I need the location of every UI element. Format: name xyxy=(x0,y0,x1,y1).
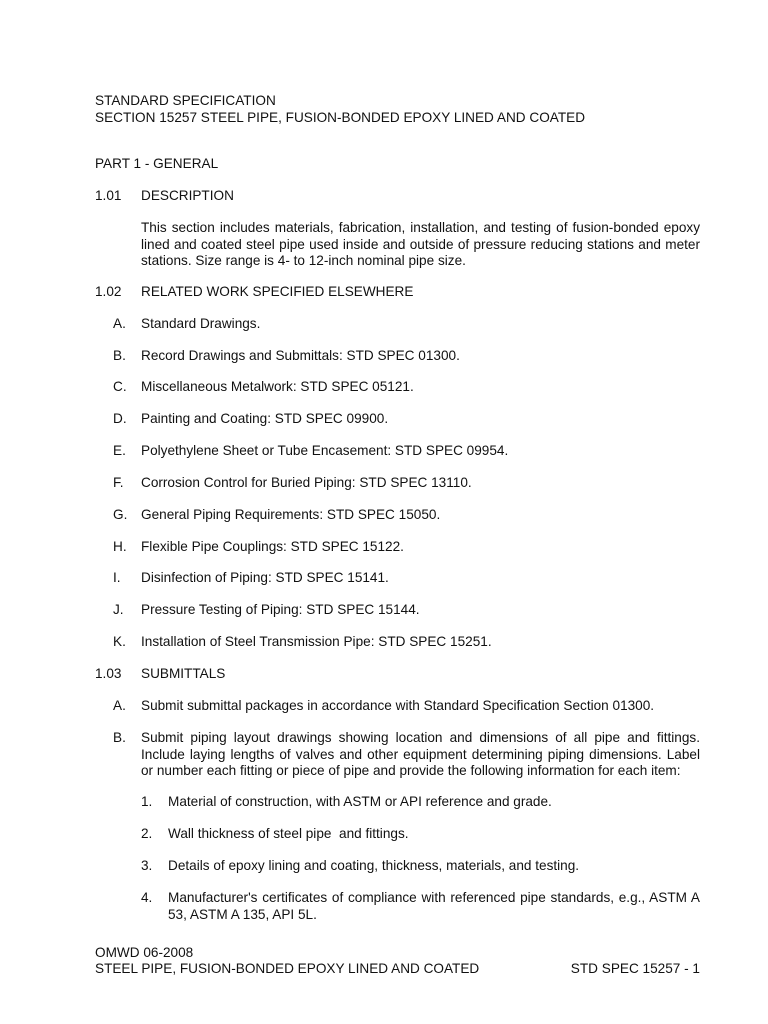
footer-title: STEEL PIPE, FUSION-BONDED EPOXY LINED AND COATED xyxy=(95,961,480,976)
sub-list-item xyxy=(141,858,700,875)
list-item-letter: F. xyxy=(113,475,124,490)
list-item-text: Pressure Testing of Piping: STD SPEC 15144. xyxy=(141,602,420,617)
list-item-letter: H. xyxy=(113,539,127,554)
section-description-body: This section includes materials, fabrication, installation, and testing of fusion-bonded epoxy lined and coated steel pipe used inside and outside of pressure reducing stations and meter stations. Size range is 4- to 12-inch nominal pipe size. xyxy=(141,220,700,268)
list-item xyxy=(113,379,700,396)
section-title: SUBMITTALS xyxy=(141,666,226,681)
sub-list-item-number: 2. xyxy=(141,826,153,841)
list-item xyxy=(113,348,700,365)
list-item xyxy=(113,316,700,333)
list-item-text: Flexible Pipe Couplings: STD SPEC 15122. xyxy=(141,539,404,554)
list-item-text: Polyethylene Sheet or Tube Encasement: STD SPEC 09954. xyxy=(141,443,509,458)
list-item-text: Record Drawings and Submittals: STD SPEC 01300. xyxy=(141,348,460,363)
list-item-letter: J. xyxy=(113,602,124,617)
list-item-text: Standard Drawings. xyxy=(141,316,261,331)
sub-list-item-text: Details of epoxy lining and coating, thickness, materials, and testing. xyxy=(168,858,580,873)
section-heading-1-02 xyxy=(95,284,413,301)
list-item-text: Corrosion Control for Buried Piping: STD SPEC 13110. xyxy=(141,475,472,490)
list-item-text: Installation of Steel Transmission Pipe: STD SPEC 15251. xyxy=(141,634,492,649)
list-item-text: General Piping Requirements: STD SPEC 15050. xyxy=(141,507,441,522)
section-title: DESCRIPTION xyxy=(141,188,234,203)
list-item-letter: A. xyxy=(113,698,126,713)
footer-code: OMWD 06-2008 xyxy=(95,945,194,960)
list-item xyxy=(113,411,700,428)
part-title: PART 1 - GENERAL xyxy=(95,156,219,171)
sub-list-item-number: 4. xyxy=(141,890,153,905)
sub-list-item xyxy=(141,890,700,923)
list-item-letter: B. xyxy=(113,730,126,745)
list-item xyxy=(113,602,700,619)
list-item xyxy=(113,634,700,651)
list-item xyxy=(113,570,700,587)
list-item-letter: B. xyxy=(113,348,126,363)
list-item-letter: I. xyxy=(113,570,121,585)
list-item xyxy=(113,507,700,524)
spec-header xyxy=(95,93,585,126)
section-heading-1-03 xyxy=(95,666,225,683)
sub-list-item-text: Material of construction, with ASTM or API reference and grade. xyxy=(168,794,552,809)
sub-list-item-number: 1. xyxy=(141,794,153,809)
list-item-letter: G. xyxy=(113,507,128,522)
list-item-letter: D. xyxy=(113,411,127,426)
sub-list-item-number: 3. xyxy=(141,858,153,873)
footer-page-number: STD SPEC 15257 - 1 xyxy=(570,961,700,976)
list-item-text: Submit piping layout drawings showing location and dimensions of all pipe and fittings. Include laying lengths of valves and other equipment determining piping dimensions. Label or number each fitting or piece of pipe and provide the following information for each item: xyxy=(141,730,700,778)
sub-list-item-text: Wall thickness of steel pipe and fittings. xyxy=(168,826,409,841)
list-item-letter: K. xyxy=(113,634,126,649)
list-item xyxy=(113,475,700,492)
list-item-text: Disinfection of Piping: STD SPEC 15141. xyxy=(141,570,389,585)
sub-list-item xyxy=(141,794,700,811)
list-item-letter: E. xyxy=(113,443,126,458)
list-item-text: Painting and Coating: STD SPEC 09900. xyxy=(141,411,389,426)
section-number: 1.03 xyxy=(95,666,122,681)
list-item-text: Miscellaneous Metalwork: STD SPEC 05121. xyxy=(141,379,414,394)
header-line-1: STANDARD SPECIFICATION xyxy=(95,93,276,108)
sub-list-item-text: Manufacturer's certificates of compliance with referenced pipe standards, e.g., ASTM A 53, ASTM A 135, API 5L. xyxy=(168,890,700,922)
sub-list-item xyxy=(141,826,700,843)
section-number: 1.01 xyxy=(95,188,122,203)
list-item-text: Submit submittal packages in accordance with Standard Specification Section 01300. xyxy=(141,698,655,713)
list-item xyxy=(113,698,700,715)
list-item xyxy=(113,730,700,780)
section-heading-1-01 xyxy=(95,188,234,205)
list-item xyxy=(113,539,700,556)
list-item-letter: C. xyxy=(113,379,127,394)
list-item-letter: A. xyxy=(113,316,126,331)
list-item xyxy=(113,443,700,460)
header-line-2: SECTION 15257 STEEL PIPE, FUSION-BONDED EPOXY LINED AND COATED xyxy=(95,109,586,125)
section-title: RELATED WORK SPECIFIED ELSEWHERE xyxy=(141,284,414,299)
section-number: 1.02 xyxy=(95,284,122,299)
